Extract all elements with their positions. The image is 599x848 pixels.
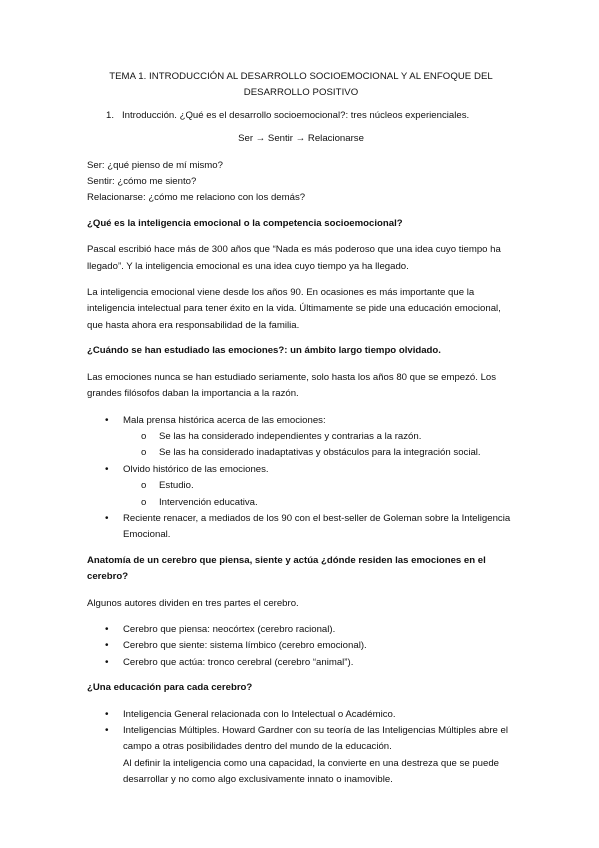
list-item [87,622,515,638]
sub-bullet-icon: o [141,430,147,442]
list-item [87,511,515,544]
paragraph-tres-partes: Algunos autores dividen en tres partes el cerebro. [87,597,299,609]
section-1 [87,108,515,124]
list-item-continuation: Al definir la inteligencia como una capacidad, la convierte en una destreza que se puede desarrollar y no como algo exclusivamente innato o inamovible. [123,757,500,786]
list-item-text: Inteligencias Múltiples. Howard Gardner con su teoría de las Inteligencias Múltiples abre el campo a otras posibilidades dentro del mundo de la educación. [123,725,509,753]
definition-sentir: Sentir: ¿cómo me siento? [87,176,197,188]
bullet-icon: • [105,725,109,736]
definitions-block [87,158,515,207]
bullet-list-historia [87,413,515,544]
list-item [87,723,515,789]
sub-list-item-text: Intervención educativa. [159,496,258,508]
bullet-icon: • [105,512,109,524]
list-item [87,707,515,723]
sub-list-item-text: Se las ha considerado independientes y contrarias a la razón. [159,430,422,442]
list-item-text: Olvido histórico de las emociones. [123,463,269,475]
list-item-text: Inteligencia General relacionada con lo Intelectual o Académico. [123,708,396,720]
bullet-list-inteligencias [87,707,515,789]
sub-list-item [123,495,515,511]
list-item-text: Cerebro que siente: sistema límbico (cerebro emocional). [123,640,367,652]
nuclei-line: Ser → Sentir → Relacionarse [238,133,364,145]
list-item-text: Reciente renacer, a mediados de los 90 con el best-seller de Goleman sobre la Inteligencia Emocional. [123,512,511,541]
sub-bullet-icon: o [141,447,147,459]
heading-inteligencia-emocional: ¿Qué es la inteligencia emocional o la competencia socioemocional? [87,217,403,229]
sub-list-item [123,478,515,494]
bullet-icon: • [105,414,109,426]
bullet-icon: • [105,640,109,652]
list-item-text: Cerebro que piensa: neocórtex (cerebro racional). [123,623,336,635]
bullet-icon: • [105,656,109,668]
heading-estudio-emociones: ¿Cuándo se han estudiado las emociones?: un ámbito largo tiempo olvidado. [87,345,441,357]
list-item [87,638,515,654]
list-item-text: Mala prensa histórica acerca de las emociones: [123,414,326,426]
bullet-list-cerebro [87,622,515,671]
list-item-text: Cerebro que actúa: tronco cerebral (cerebro “animal”). [123,656,354,668]
sub-list-item [123,429,515,445]
definition-relacionarse: Relacionarse: ¿cómo me relaciono con los demás? [87,192,306,204]
heading-educacion-cerebro: ¿Una educación para cada cerebro? [87,682,253,694]
sub-bullet-icon: o [141,496,147,508]
paragraph-emociones-nunca: Las emociones nunca se han estudiado seriamente, solo hasta los años 80 que se empezó. Los grandes filósofos daban la importancia a la razón. [87,371,497,400]
heading-anatomia-cerebro: Anatomía de un cerebro que piensa, siente y actúa ¿dónde residen las emociones en el cerebro? [87,554,486,583]
list-item [87,462,515,511]
list-item [87,413,515,462]
bullet-icon: • [105,623,109,635]
sub-list [123,478,515,511]
sub-list-item-text: Estudio. [159,480,194,492]
bullet-icon: • [105,708,109,720]
paragraph-pascal: Pascal escribió hace más de 300 años que “Nada es más poderoso que una idea cuyo tiempo ha llegado”. Y la inteligencia emocional es una idea cuyo tiempo ya ha llegado. [87,244,501,272]
bullet-icon: • [105,463,109,475]
sub-bullet-icon: o [141,480,147,492]
document-content [87,69,515,789]
sub-list-item-text: Se las ha considerado inadaptativas y obstáculos para la integración social. [159,447,481,459]
section-1-text: Introducción. ¿Qué es el desarrollo socioemocional?: tres núcleos experienciales. [122,109,470,121]
paragraph-anos-90: La inteligencia emocional viene desde los años 90. En ocasiones es más importante que la inteligencia intelectual para tener éxito en la vida. Últimamente se pide una educación emocional, que hasta ahora era responsabilidad de la familia. [87,287,501,331]
sub-list-item [123,445,515,461]
sub-list [123,429,515,462]
definition-ser: Ser: ¿qué pienso de mí mismo? [87,159,223,171]
section-1-number: 1. [106,109,115,121]
list-item [87,655,515,671]
document-title: TEMA 1. INTRODUCCIÓN AL DESARROLLO SOCIOEMOCIONAL Y AL ENFOQUE DEL DESARROLLO POSITIVO [109,71,493,99]
